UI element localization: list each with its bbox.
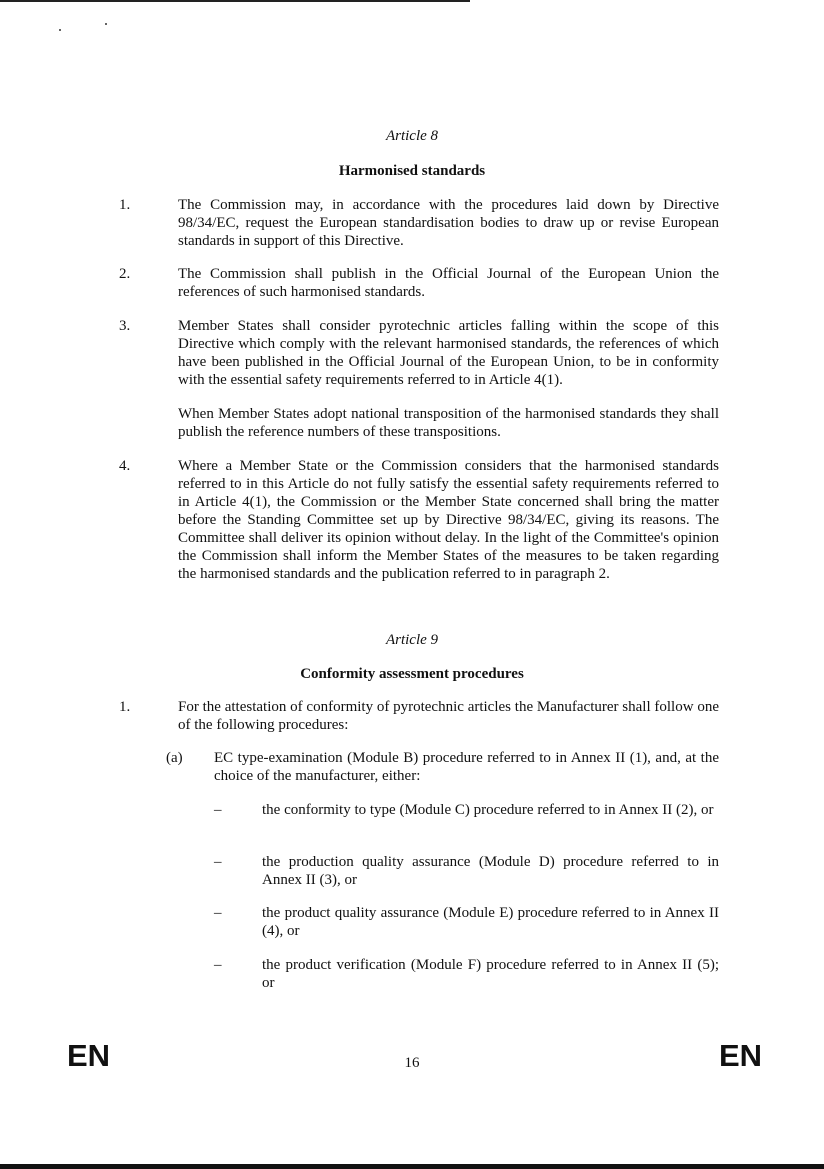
dash-marker: – — [214, 957, 222, 973]
article-8-item-2-text: The Commission shall publish in the Official Journal of the European Union the references of such harmonised standards. — [178, 266, 719, 300]
article-8-item-3-number: 3. — [119, 318, 131, 334]
article-9-heading: Article 9 — [385, 632, 439, 648]
scan-edge-top — [0, 0, 470, 2]
scan-edge-bottom — [0, 1164, 824, 1169]
article-8-item-2-number: 2. — [119, 266, 131, 282]
article-9-title: Conformity assessment procedures — [300, 666, 524, 682]
bullet-module-e: the product quality assurance (Module E) procedure referred to in Annex II (4), or — [262, 905, 719, 939]
scan-speck — [59, 29, 61, 31]
article-8-title: Harmonised standards — [338, 163, 486, 179]
page-number: 16 — [404, 1055, 420, 1071]
language-code-left: EN — [67, 1038, 111, 1073]
scan-speck — [105, 23, 107, 25]
bullet-module-f: the product verification (Module F) procedure referred to in Annex II (5); or — [262, 957, 719, 991]
dash-marker: – — [214, 854, 222, 870]
article-8-item-3-text: Member States shall consider pyrotechnic articles falling within the scope of this Directive which comply with the relevant harmonised standards, the references of which have been published in the Official Journal of the European Union, to be in conformity with the essential safety requirements referred to in Article 4(1). — [178, 318, 719, 388]
article-8-item-3-continuation: When Member States adopt national transposition of the harmonised standards they shall publish the reference numbers of these transpositions. — [178, 406, 719, 440]
language-code-right: EN — [719, 1038, 763, 1073]
sub-item-a-label: (a) — [166, 750, 183, 766]
article-8-item-4-text: Where a Member State or the Commission considers that the harmonised standards referred to in this Article do not fully satisfy the essential safety requirements referred to in Article 4(1), the Commission or the Member State concerned shall bring the matter before the Standing Committee set up by Directive 98/34/EC, giving its reasons. The Committee shall deliver its opinion without delay. In the light of the Committee's opinion the Commission shall inform the Member States of the measures to be taken regarding the harmonised standards and the publication referred to in paragraph 2. — [178, 458, 719, 582]
dash-marker: – — [214, 802, 222, 818]
article-9-item-1-number: 1. — [119, 699, 131, 715]
bullet-module-c: the conformity to type (Module C) procedure referred to in Annex II (2), or — [262, 802, 714, 818]
dash-marker: – — [214, 905, 222, 921]
article-8-item-1-number: 1. — [119, 197, 131, 213]
bullet-module-d: the production quality assurance (Module D) procedure referred to in Annex II (3), or — [262, 854, 719, 888]
article-8-heading: Article 8 — [385, 128, 439, 144]
article-9-item-1-text: For the attestation of conformity of pyrotechnic articles the Manufacturer shall follow one of the following procedures: — [178, 699, 719, 733]
sub-item-a-text: EC type-examination (Module B) procedure referred to in Annex II (1), and, at the choice of the manufacturer, either: — [214, 750, 719, 784]
article-8-item-4-number: 4. — [119, 458, 131, 474]
article-8-item-1-text: The Commission may, in accordance with the procedures laid down by Directive 98/34/EC, request the European standardisation bodies to draw up or revise European standards in support of this Directive. — [178, 197, 719, 249]
